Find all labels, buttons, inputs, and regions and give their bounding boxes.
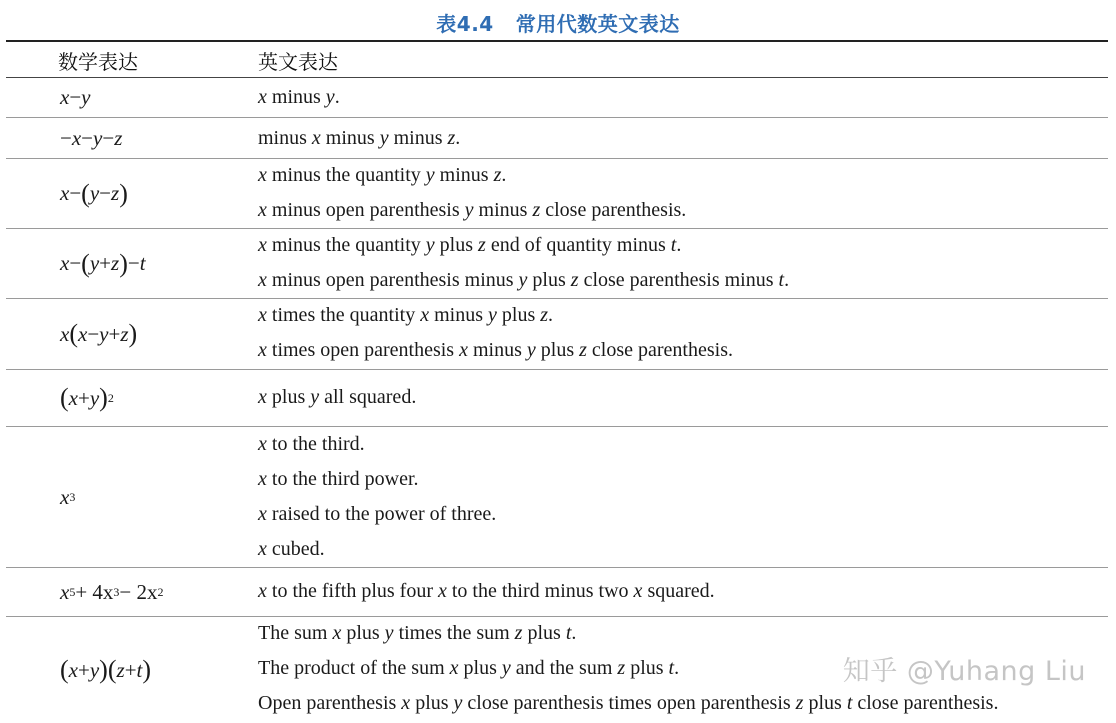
table-row <box>6 159 1108 229</box>
table-number: 表4.4 <box>436 12 494 36</box>
english-expression: Open parenthesis x plus y close parenthesis times open parenthesis z plus t close parenthesis. <box>258 692 999 714</box>
english-expression: The product of the sum x plus y and the sum z plus t. <box>258 657 680 679</box>
table-row <box>6 78 1108 118</box>
english-expression: x minus open parenthesis minus y plus z close parenthesis minus t. <box>258 269 790 291</box>
zhihu-watermark: 知乎 @Yuhang Liu <box>842 656 1086 687</box>
english-expression: x minus the quantity y plus z end of quantity minus t. <box>258 234 682 256</box>
table-row <box>6 118 1108 159</box>
header-math: 数学表达 <box>58 50 138 74</box>
math-expression: x ( x − y + z ) <box>60 319 138 348</box>
english-expression: x cubed. <box>258 538 325 560</box>
table-row <box>6 229 1108 299</box>
english-expression: x times open parenthesis x minus y plus z close parenthesis. <box>258 339 733 361</box>
math-expression: − x − y − z <box>60 125 123 150</box>
english-expression: x raised to the power of three. <box>258 503 497 525</box>
english-expression: x times the quantity x minus y plus z. <box>258 304 554 326</box>
math-expression: x 5 + 4x 3 − 2x 2 <box>60 579 164 604</box>
header-english: 英文表达 <box>258 50 338 74</box>
english-expression: The sum x plus y times the sum z plus t. <box>258 622 577 644</box>
algebra-expressions-table <box>6 40 1108 723</box>
math-expression: x − y <box>60 85 91 109</box>
table-row <box>6 568 1108 617</box>
table-title: 常用代数英文表达 <box>515 12 680 36</box>
math-expression: x − ( y + z ) − t <box>60 248 146 278</box>
english-expression: x minus y. <box>258 86 340 108</box>
table-row <box>6 299 1108 370</box>
english-expression: x minus open parenthesis y minus z close parenthesis. <box>258 199 687 221</box>
english-expression: x plus y all squared. <box>258 386 417 408</box>
english-expression: x to the third. <box>258 433 365 455</box>
english-expression: x to the third power. <box>258 468 419 490</box>
math-expression: x − ( y − z ) <box>60 178 128 208</box>
table-caption <box>0 8 1116 37</box>
math-expression: x 3 <box>60 484 76 509</box>
english-expression: x minus the quantity y minus z. <box>258 164 507 186</box>
english-expression: x to the fifth plus four x to the third minus two x squared. <box>258 580 715 602</box>
math-expression: ( x + y ) 2 <box>60 383 114 412</box>
table-row <box>6 427 1108 568</box>
table-header <box>6 42 1108 78</box>
english-expression: minus x minus y minus z. <box>258 127 461 149</box>
table-row <box>6 370 1108 427</box>
math-expression: ( x + y ) ( z + t ) <box>60 655 152 684</box>
